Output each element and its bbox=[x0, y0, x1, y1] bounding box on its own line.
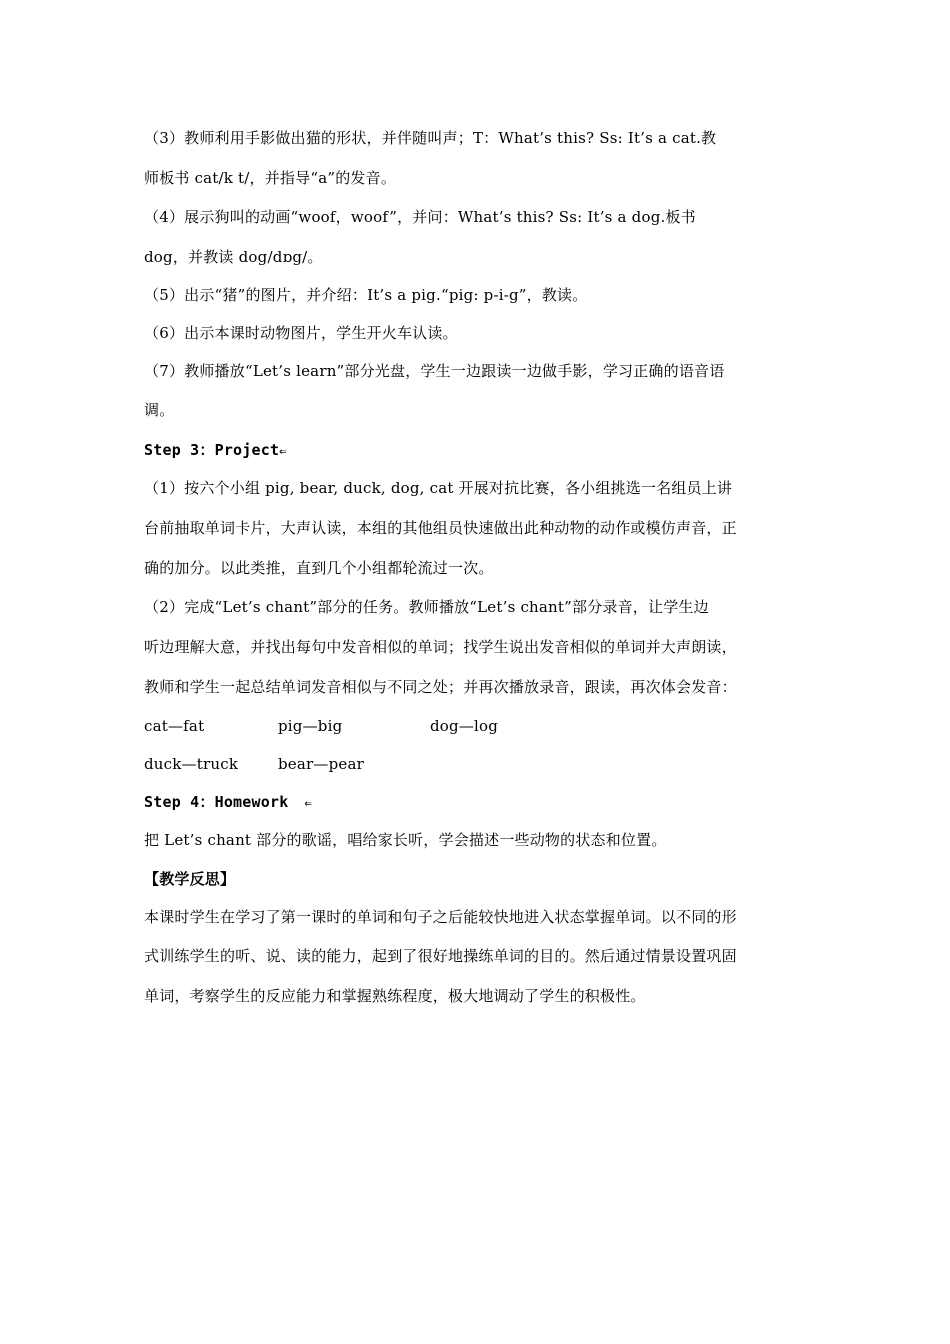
word-pair: dog—log bbox=[430, 717, 499, 735]
paragraph-4-line-1: （4）展示狗叫的动画“woof，woof”，并问：What’s this? Ss: It’s a dog.板书 bbox=[144, 208, 696, 226]
return-mark-icon: ⇐ bbox=[279, 444, 287, 458]
project-1-line-1: （1）按六个小组 pig, bear, duck, dog, cat 开展对抗比赛，各小组挑选一名组员上讲 bbox=[144, 479, 733, 497]
phonetic-symbol: ɒ bbox=[282, 248, 293, 266]
paragraph-7-line-1: （7）教师播放“Let’s learn”部分光盘，学生一边跟读一边做手影，学习正确的语音语 bbox=[144, 362, 725, 380]
word-pair: cat—fat bbox=[144, 717, 205, 735]
paragraph-4-text: dog，并教读 dog/d bbox=[144, 248, 283, 266]
paragraph-6: （6）出示本课时动物图片，学生开火车认读。 bbox=[144, 324, 458, 342]
paragraph-3-line-1: （3）教师利用手影做出猫的形状，并伴随叫声；T：What’s this? Ss: It’s a cat.教 bbox=[144, 129, 717, 147]
project-1-line-2: 台前抽取单词卡片，大声认读，本组的其他组员快速做出此种动物的动作或模仿声音，正 bbox=[144, 519, 737, 537]
word-pair: bear—pear bbox=[278, 755, 364, 773]
paragraph-4-end: g/。 bbox=[292, 248, 323, 266]
reflection-line-1: 本课时学生在学习了第一课时的单词和句子之后能较快地进入状态掌握单词。以不同的形 bbox=[144, 908, 737, 926]
reflection-title: 【教学反思】 bbox=[144, 870, 236, 888]
return-mark-icon: ⇐ bbox=[304, 796, 312, 810]
reflection-line-3: 单词，考察学生的反应能力和掌握熟练程度，极大地调动了学生的积极性。 bbox=[144, 987, 646, 1005]
step-3-title: Step 3：Project bbox=[144, 441, 280, 459]
project-2-line-2: 听边理解大意，并找出每句中发音相似的单词；找学生说出发音相似的单词并大声朗读， bbox=[144, 638, 737, 656]
paragraph-4-line-2 bbox=[144, 247, 808, 267]
step-4-title: Step 4：Homework bbox=[144, 793, 289, 811]
paragraph-3-line-2: 师板书 cat/k t/，并指导“a”的发音。 bbox=[144, 169, 397, 187]
reflection-line-2: 式训练学生的听、说、读的能力，起到了很好地操练单词的目的。然后通过情景设置巩固 bbox=[144, 947, 737, 965]
project-1-line-3: 确的加分。以此类推，直到几个小组都轮流过一次。 bbox=[144, 559, 494, 577]
project-2-line-1: （2）完成“Let’s chant”部分的任务。教师播放“Let’s chant”部分录音，让学生边 bbox=[144, 598, 709, 616]
homework-text: 把 Let’s chant 部分的歌谣，唱给家长听，学会描述一些动物的状态和位置。 bbox=[144, 831, 667, 849]
project-2-line-3: 教师和学生一起总结单词发音相似与不同之处；并再次播放录音，跟读，再次体会发音： bbox=[144, 678, 737, 696]
word-pair: pig—big bbox=[278, 717, 343, 735]
step-4-heading bbox=[144, 792, 808, 813]
paragraph-5: （5）出示“猪”的图片，并介绍：It’s a pig.“pig: p-i-g”，教读。 bbox=[144, 286, 588, 304]
step-3-heading bbox=[144, 440, 808, 461]
word-pair: duck—truck bbox=[144, 755, 239, 773]
paragraph-7-line-2: 调。 bbox=[144, 401, 175, 419]
